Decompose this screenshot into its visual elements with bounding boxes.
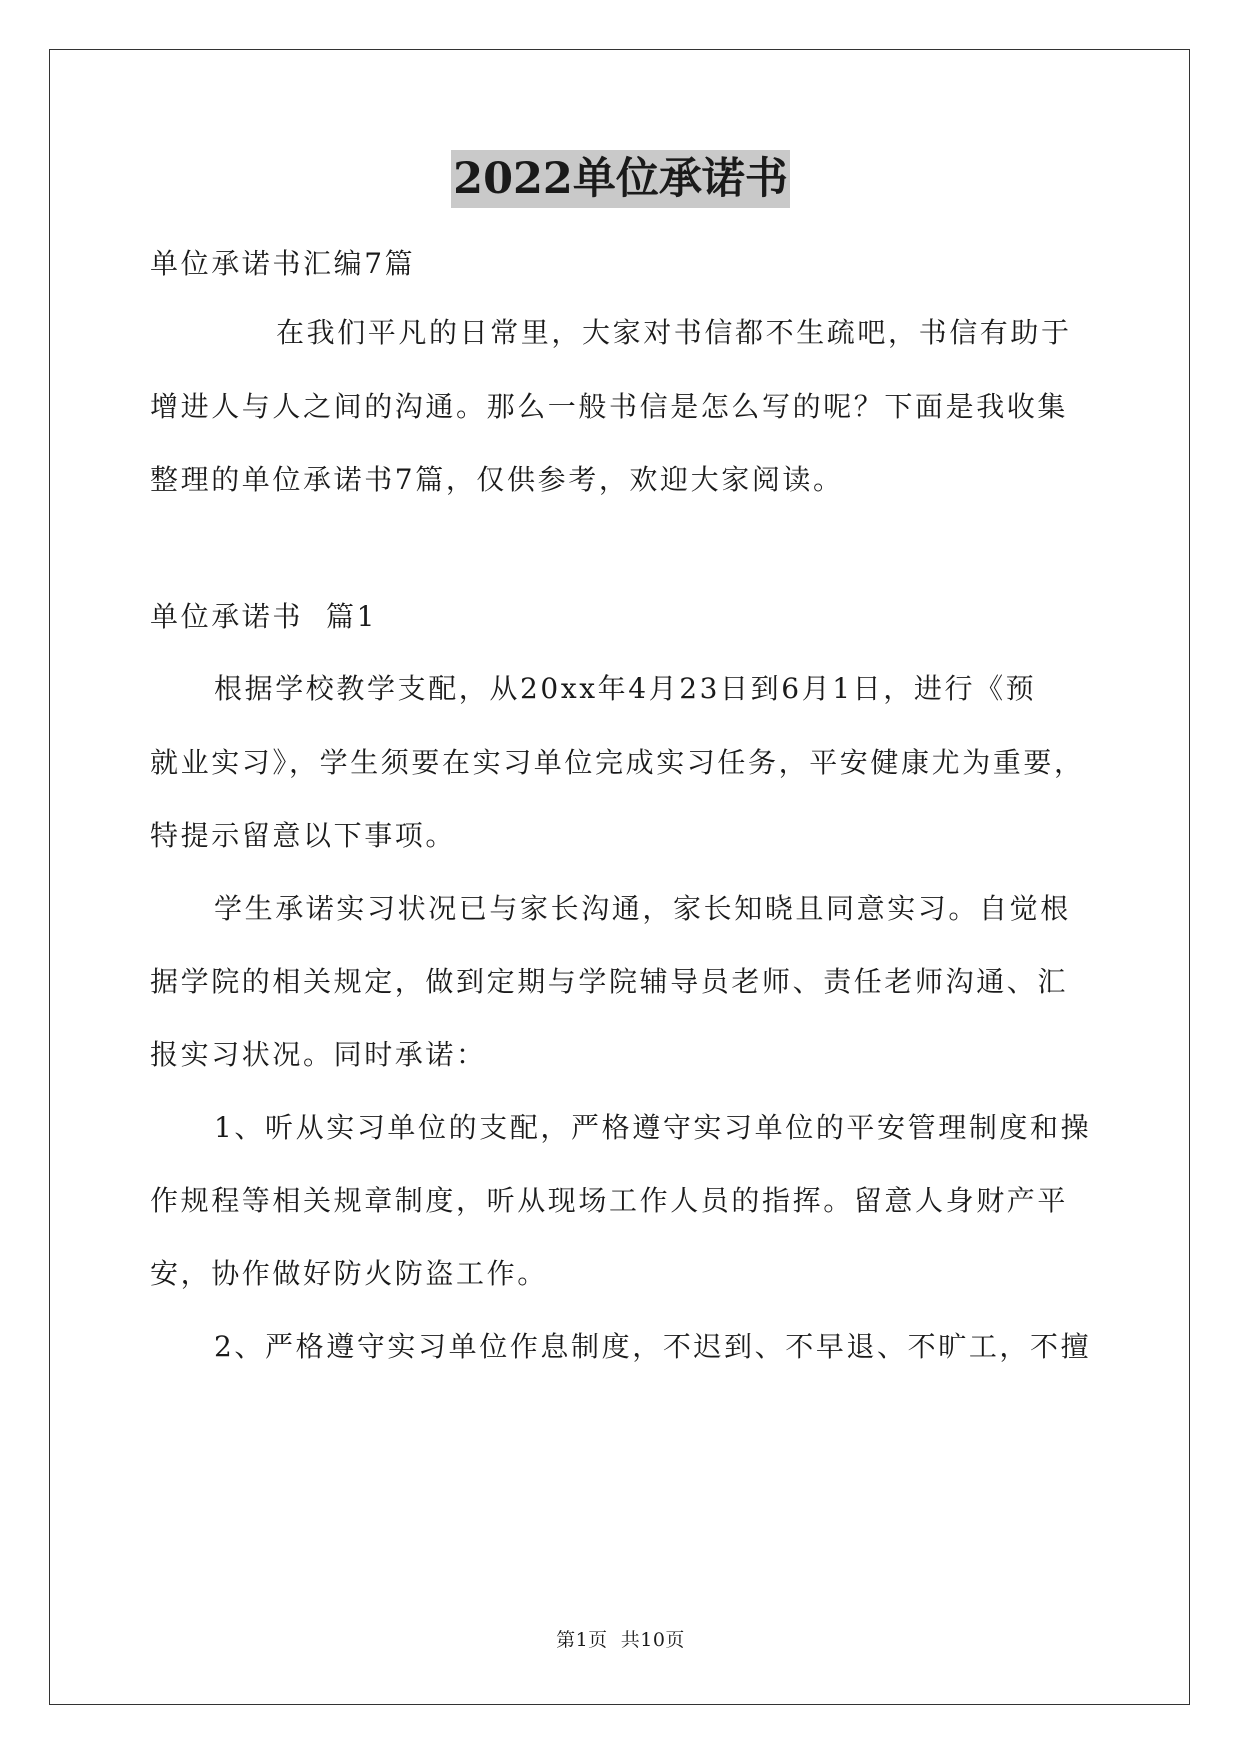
paragraph1-line-1: 根据学校教学支配，从20xx年4月23日到6月1日，进行《预 (214, 672, 1037, 705)
paragraph2-line-1: 学生承诺实习状况已与家长沟通，家长知晓且同意实习。自觉根 (214, 892, 1071, 925)
paragraph1-line-2: 就业实习》，学生须要在实习单位完成实习任务，平安健康尤为重要， (150, 746, 1085, 779)
item1-line-2: 作规程等相关规章制度，听从现场工作人员的指挥。留意人身财产平 (150, 1184, 1069, 1217)
page-footer-indicator: 第1页 共10页 (556, 1629, 685, 1651)
paragraph2-line-2: 据学院的相关规定，做到定期与学院辅导员老师、责任老师沟通、汇 (150, 965, 1069, 998)
paragraph1-line-3: 特提示留意以下事项。 (150, 819, 457, 852)
item1-line-3: 安，协作做好防火防盗工作。 (150, 1257, 548, 1290)
intro-line-2: 增进人与人之间的沟通。那么一般书信是怎么写的呢？下面是我收集 (150, 390, 1069, 423)
intro-line-1: 在我们平凡的日常里，大家对书信都不生疏吧，书信有助于 (276, 316, 1072, 349)
intro-line-3: 整理的单位承诺书7篇，仅供参考，欢迎大家阅读。 (150, 463, 844, 496)
collection-subtitle: 单位承诺书汇编7篇 (150, 247, 416, 280)
page-border (49, 49, 1190, 1705)
document-title: 2022单位承诺书 (451, 150, 790, 208)
item1-line-1: 1、听从实习单位的支配，严格遵守实习单位的平安管理制度和操 (214, 1111, 1092, 1144)
section-heading: 单位承诺书 篇1 (150, 600, 378, 633)
paragraph2-line-3: 报实习状况。同时承诺： (150, 1038, 487, 1071)
title-wrapper (0, 150, 1241, 208)
item2-line-1: 2、严格遵守实习单位作息制度，不迟到、不早退、不旷工，不擅 (214, 1330, 1092, 1363)
